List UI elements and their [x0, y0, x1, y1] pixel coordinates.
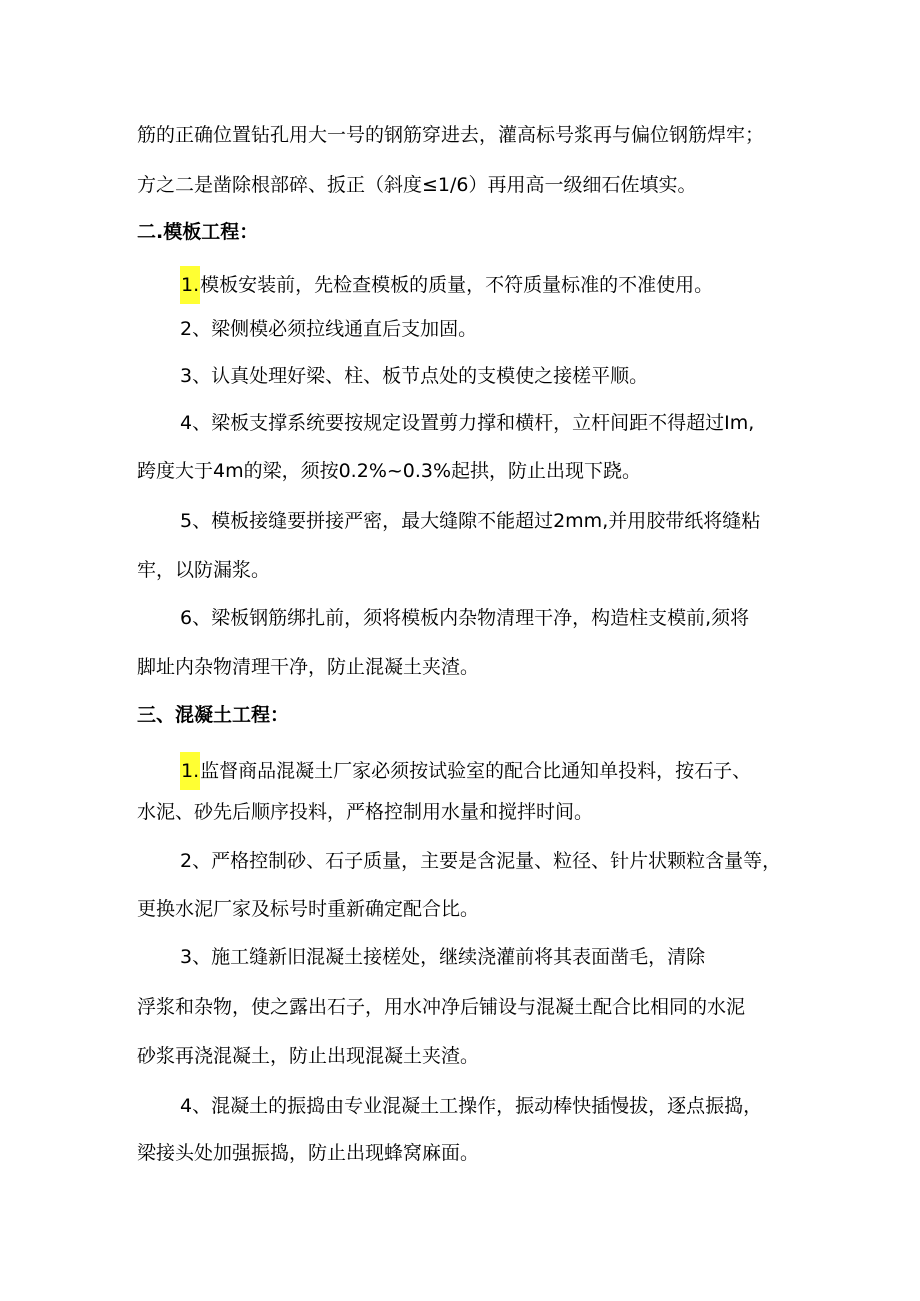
list-item: 3、认真处理好梁、柱、板节点处的支模使之接槎平顺。 — [180, 365, 649, 387]
paragraph-line: 方之二是凿除根部碎、扳正（斜度≤1/6）再用高一级细石佐填实。 — [137, 174, 697, 196]
list-item — [180, 752, 751, 790]
list-item-continuation: 梁接头处加强振捣，防止出现蜂窝麻面。 — [137, 1142, 480, 1164]
list-item-continuation: 更换水泥厂家及标号时重新确定配合比。 — [137, 898, 480, 920]
section-heading-formwork: 二.模板工程： — [137, 221, 259, 243]
list-item-text: 监督商品混凝土厂家必须按试验室的配合比通知单投料，按石子、 — [200, 760, 752, 782]
list-item: 5、模板接缝要拼接严密，最大缝隙不能超过2mm,并用胶带纸将缝粘 — [180, 510, 761, 532]
list-item: 6、梁板钢筋绑扎前，须将模板内杂物清理干净，构造柱支模前,须将 — [180, 607, 750, 629]
list-item-continuation: 浮浆和杂物，使之露出石子，用水冲净后铺设与混凝土配合比相同的水泥 — [137, 996, 746, 1018]
list-item-continuation: 脚址内杂物清理干净，防止混凝土夹渣。 — [137, 656, 480, 678]
highlighted-number: 1. — [180, 266, 200, 304]
list-item — [180, 266, 713, 304]
paragraph-line: 筋的正确位置钻孔用大一号的钢筋穿进去，灌高标号浆再与偏位钢筋焊牢； — [137, 124, 765, 146]
list-item: 4、梁板支撑系统要按规定设置剪力撑和横杆，立杆间距不得超过Im, — [180, 412, 755, 434]
list-item: 3、施工缝新旧混凝土接槎处，继续浇灌前将其表面凿毛，清除 — [180, 946, 706, 968]
list-item-continuation: 牢，以防漏浆。 — [137, 559, 271, 581]
list-item: 4、混凝土的振捣由专业混凝土工操作，振动棒快插慢拔，逐点振捣， — [180, 1095, 763, 1117]
highlighted-number: 1. — [180, 752, 200, 790]
list-item-continuation: 跨度大于4m的梁，须按0.2%~0.3%起拱，防止出现下跷。 — [137, 460, 642, 482]
list-item: 2、梁侧模必须拉线通直后支加固。 — [180, 318, 478, 340]
list-item: 2、严格控制砂、石子质量，主要是含泥量、粒径、针片状颗粒含量等， — [180, 850, 782, 872]
list-item-continuation: 水泥、砂先后顺序投料，严格控制用水量和搅拌时间。 — [137, 801, 594, 823]
list-item-continuation: 砂浆再浇混凝土，防止出现混凝土夹渣。 — [137, 1045, 480, 1067]
list-item-text: 模板安装前，先检查模板的质量，不符质量标准的不准使用。 — [200, 274, 714, 296]
section-heading-concrete: 三、混凝土工程： — [137, 704, 290, 726]
